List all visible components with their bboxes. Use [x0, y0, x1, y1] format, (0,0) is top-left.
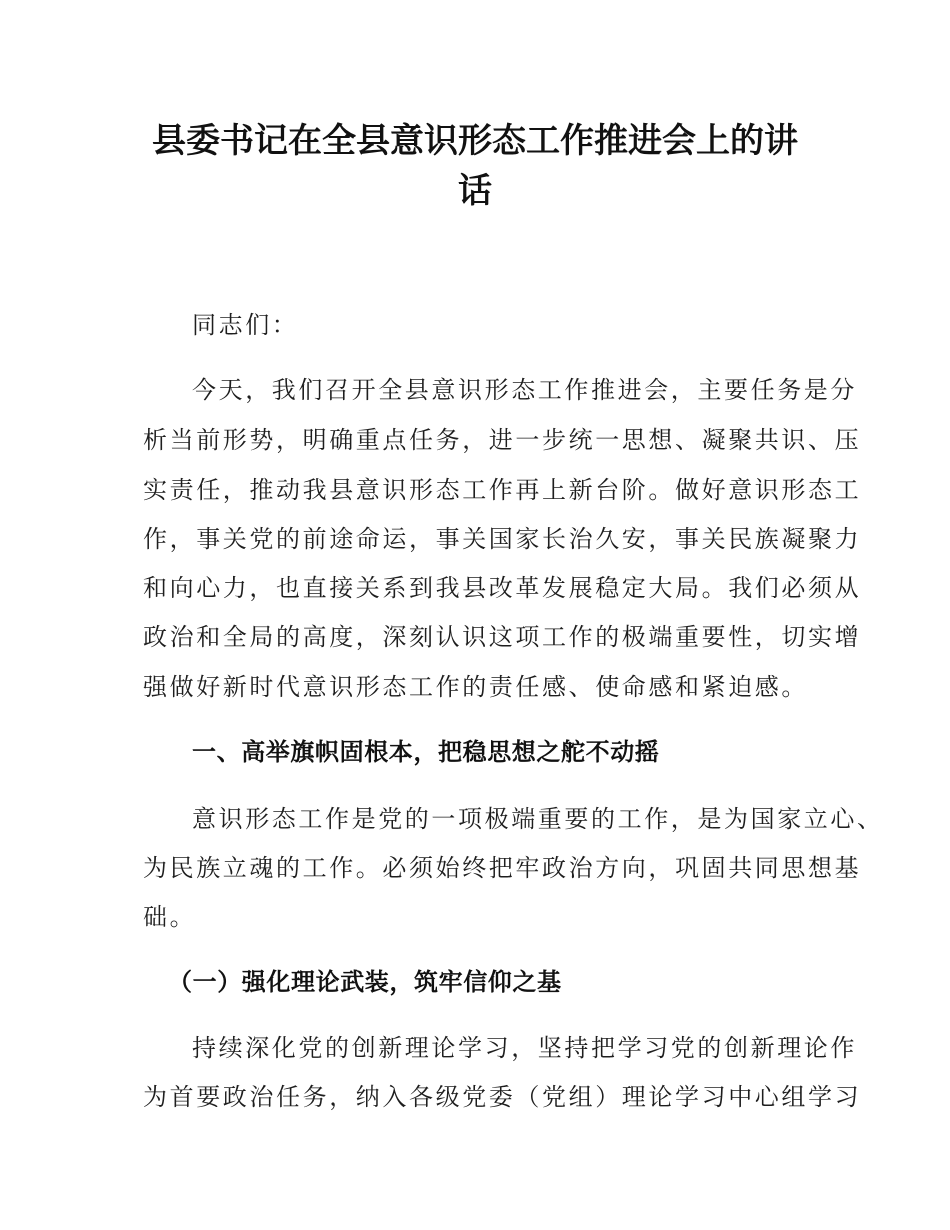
intro-line-7: 强做好新时代意识形态工作的责任感、使命感和紧迫感。 — [143, 673, 808, 701]
title-line-1: 县委书记在全县意识形态工作推进会上的讲 — [152, 121, 798, 161]
intro-line-6: 政治和全局的高度，深刻认识这项工作的极端重要性，切实增 — [143, 623, 862, 651]
page-title — [120, 116, 830, 216]
subsection-1-heading: （一）强化理论武装，筑牢信仰之基 — [168, 968, 562, 996]
title-line-2: 话 — [458, 171, 492, 211]
intro-line-3: 实责任，推动我县意识形态工作再上新台阶。做好意识形态工 — [143, 476, 862, 504]
intro-line-4: 作，事关党的前途命运，事关国家长治久安，事关民族凝聚力 — [143, 525, 862, 553]
section-1-line-3: 础。 — [143, 903, 197, 931]
section-1-line-1: 意识形态工作是党的一项极端重要的工作，是为国家立心、 — [192, 805, 884, 833]
intro-line-1: 今天，我们召开全县意识形态工作推进会，主要任务是分 — [192, 376, 857, 404]
section-1-line-2: 为民族立魂的工作。必须始终把牢政治方向，巩固共同思想基 — [143, 854, 862, 882]
subsection-1-line-2: 为首要政治任务，纳入各级党委（党组）理论学习中心组学习 — [143, 1083, 862, 1111]
intro-line-5: 和向心力，也直接关系到我县改革发展稳定大局。我们必须从 — [143, 574, 862, 602]
subsection-1-line-1: 持续深化党的创新理论学习，坚持把学习党的创新理论作 — [192, 1034, 857, 1062]
salutation: 同志们： — [192, 311, 299, 339]
section-1-heading: 一、高举旗帜固根本，把稳思想之舵不动摇 — [192, 738, 660, 766]
intro-line-2: 析当前形势，明确重点任务，进一步统一思想、凝聚共识、压 — [143, 426, 862, 454]
